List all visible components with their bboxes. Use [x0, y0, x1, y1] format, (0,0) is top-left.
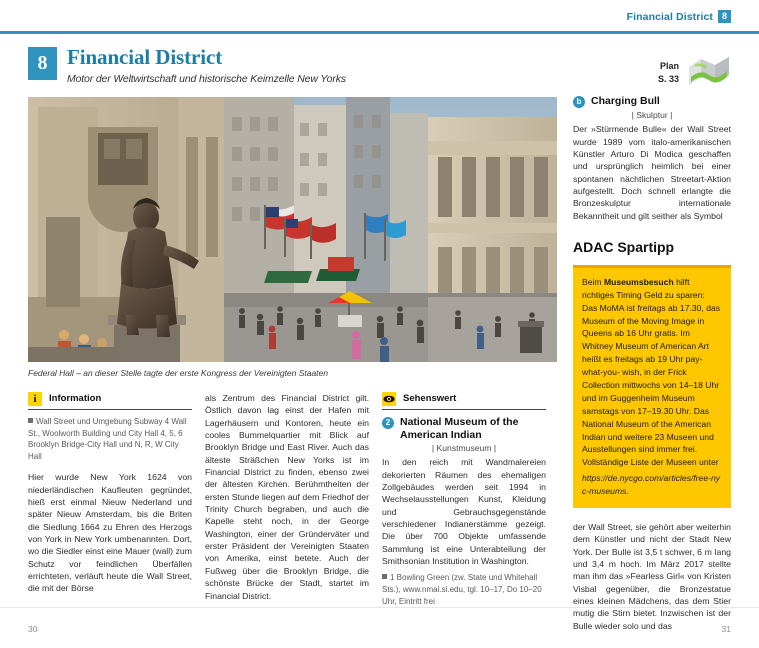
adac-tip-title: ADAC Spartipp — [573, 238, 675, 255]
charging-bull-name: Charging Bull — [591, 95, 660, 107]
chapter-number-badge: 8 — [28, 47, 57, 80]
page-subtitle: Motor der Weltwirtschaft und historische Keimzelle New Yorks — [67, 73, 346, 85]
poi-marker-icon: b — [573, 96, 585, 108]
sehenswert-heading — [382, 392, 546, 410]
poi-meta — [382, 572, 546, 607]
plan-label: Plan — [659, 60, 679, 71]
column-information-continued — [205, 392, 369, 602]
poi-heading-museum — [382, 416, 546, 441]
poi-name: National Museum of the American Indian — [400, 416, 519, 441]
column-sehenswert — [382, 392, 546, 616]
information-body-part2: als Zentrum des Financial District gilt. Östlich davon lag einst der Hafen mit Lagerhäusern und Kontoren, heute ein cooles Bummelquartier mit Blick auf Brooklyn Bridge und East River. Auch das älteste Sträßchen New Yorks ist im Financial District zu finden, ebenso zwei der ältesten Kirchen. Berühmtheiten der ersten Stunde liegen auf dem Friedhof der Trinity Church begraben, und auch die Kapelle steht noch, in der George Washington, einer der Gründerväter und erster Präsident der Vereinigten Staaten von Amerika, einst betete. Auch der Fußweg über die Brooklyn Bridge, die schönste Brücke der Stadt, startet im Financial District. — [205, 393, 369, 601]
poi-marker-icon: 2 — [382, 417, 394, 429]
adac-tip-text: hilft richtiges Timing Geld zu sparen: Das MoMA ist freitags ab 17.30, das Museum of the Moving Image in Queens ab 16 Uhr gratis. Im Whitney Museum of American Art heißt es freitags ab 19 Uhr pay-what-you- wish, in der Frick Collection mittwochs von 14–18 Uhr und im Guggenheim Museum samstags von 17–19.30 Uhr. Das National Museum of the American Indian und weitere 23 Museen und Ausstellungen sind immer frei. Vollständige Liste der Museen unter — [582, 276, 721, 468]
plan-reference — [658, 53, 733, 93]
header-rule — [0, 31, 759, 34]
information-title: Information — [49, 393, 102, 405]
charging-bull-body-bottom: der Wall Street, sie gehört aber weiterhin dem Künstler und nicht der Stadt New York. Der Bulle ist 3,5 t schwer, 6 m lang und 3,4 m hoch. Im März 2017 stellte man ihm das »Fearless Girl« von Kristen Visbal gegenüber, die Bronzestatue eines kleinen Mädchens, das dem Stier mutig die Stirn bietet. Inzwischen ist der Bulle wieder solo und das — [573, 521, 731, 631]
information-meta-text: Wall Street und Umgebung Subway 4 Wall St., Woolworth Building und City Hall 4, 5, 6 Brooklyn Bridge-City Hall und N, R, W City Hall — [28, 417, 187, 461]
charging-bull-category: | Skulptur | — [631, 110, 673, 120]
information-heading — [28, 392, 192, 410]
column-charging-bull — [573, 95, 731, 632]
information-body-part1: Hier wurde New York 1624 von niederländischen Kaufleuten gegründet, hieß erst einmal Nieuw Nederland und später Nieuw Amsterdam, bis die Briten die Siedlung 1664 zu Ehren des Herzogs von York in New York umbenannten. Dort, wo die Siedler einst eine Mauer (wall) zum Schutz vor feindlichen Überfällen errichteten, verläuft heute die Wall Street, die mit der Börse — [28, 472, 192, 594]
bullet-square-icon — [382, 574, 387, 579]
adac-tip-lead: Beim — [582, 276, 604, 287]
sehenswert-title: Sehenswert — [403, 393, 457, 405]
info-icon: i — [28, 392, 42, 406]
column-information — [28, 392, 192, 595]
chapter-title-block — [28, 47, 346, 85]
poi-heading-bull — [573, 95, 731, 108]
eye-icon — [382, 392, 396, 406]
poi-category: | Kunstmuseum | — [431, 443, 497, 454]
plan-page-ref: S. 33 — [657, 74, 679, 84]
bullet-square-icon — [28, 418, 33, 423]
page-number-left: 30 — [28, 624, 38, 634]
running-header — [627, 10, 731, 23]
poi-description: In den reich mit Wandmalereien dekorierten Räumen des ehemaligen Zollgebäudes werden seit 1994 in Wechselausstellungen Kunst, Kleidung und Gebrauchsgegenstände verschiedener Indianerstämme gezeigt. Die über 700 Objekte umfassende Sammlung ist eine Unterabteilung der Smithsonian Institution in Washington. — [382, 457, 546, 567]
adac-tip-url[interactable]: https://de.nycgo.com/articles/free-nyc-museums. — [582, 473, 721, 497]
adac-tip-bold: Museumsbesuch — [603, 276, 674, 287]
footer-rule — [0, 607, 759, 608]
hero-photo — [28, 97, 557, 362]
running-header-title: Financial District — [626, 10, 713, 23]
adac-tip-box — [573, 265, 731, 508]
photo-caption: Federal Hall – an dieser Stelle tagte der erste Kongress der Vereinigten Staaten — [28, 368, 328, 378]
poi-meta-text: 1 Bowling Green (zw. State und Whitehall Sts.), www.nmai.si.edu, tgl. 10–17, Do 10–20 Uhr, Eintritt frei — [382, 573, 542, 606]
running-header-badge: 8 — [718, 10, 731, 23]
folded-map-icon — [685, 53, 733, 93]
charging-bull-body-top: Der »Stürmende Bulle« der Wall Street wurde 1989 vom italo-amerikanischen Künstler Arturo Di Modica geschaffen und ursprünglich heimlich bei einer spontanen nächtlichen Streetart-Aktion aufgestellt. Doch schnell erlangte die Bronzeskulptur internationale Bekanntheit und gilt seither als Symbol — [573, 124, 731, 221]
page-number-right: 31 — [721, 624, 731, 634]
page-title: Financial District — [67, 45, 223, 69]
information-meta — [28, 416, 192, 462]
